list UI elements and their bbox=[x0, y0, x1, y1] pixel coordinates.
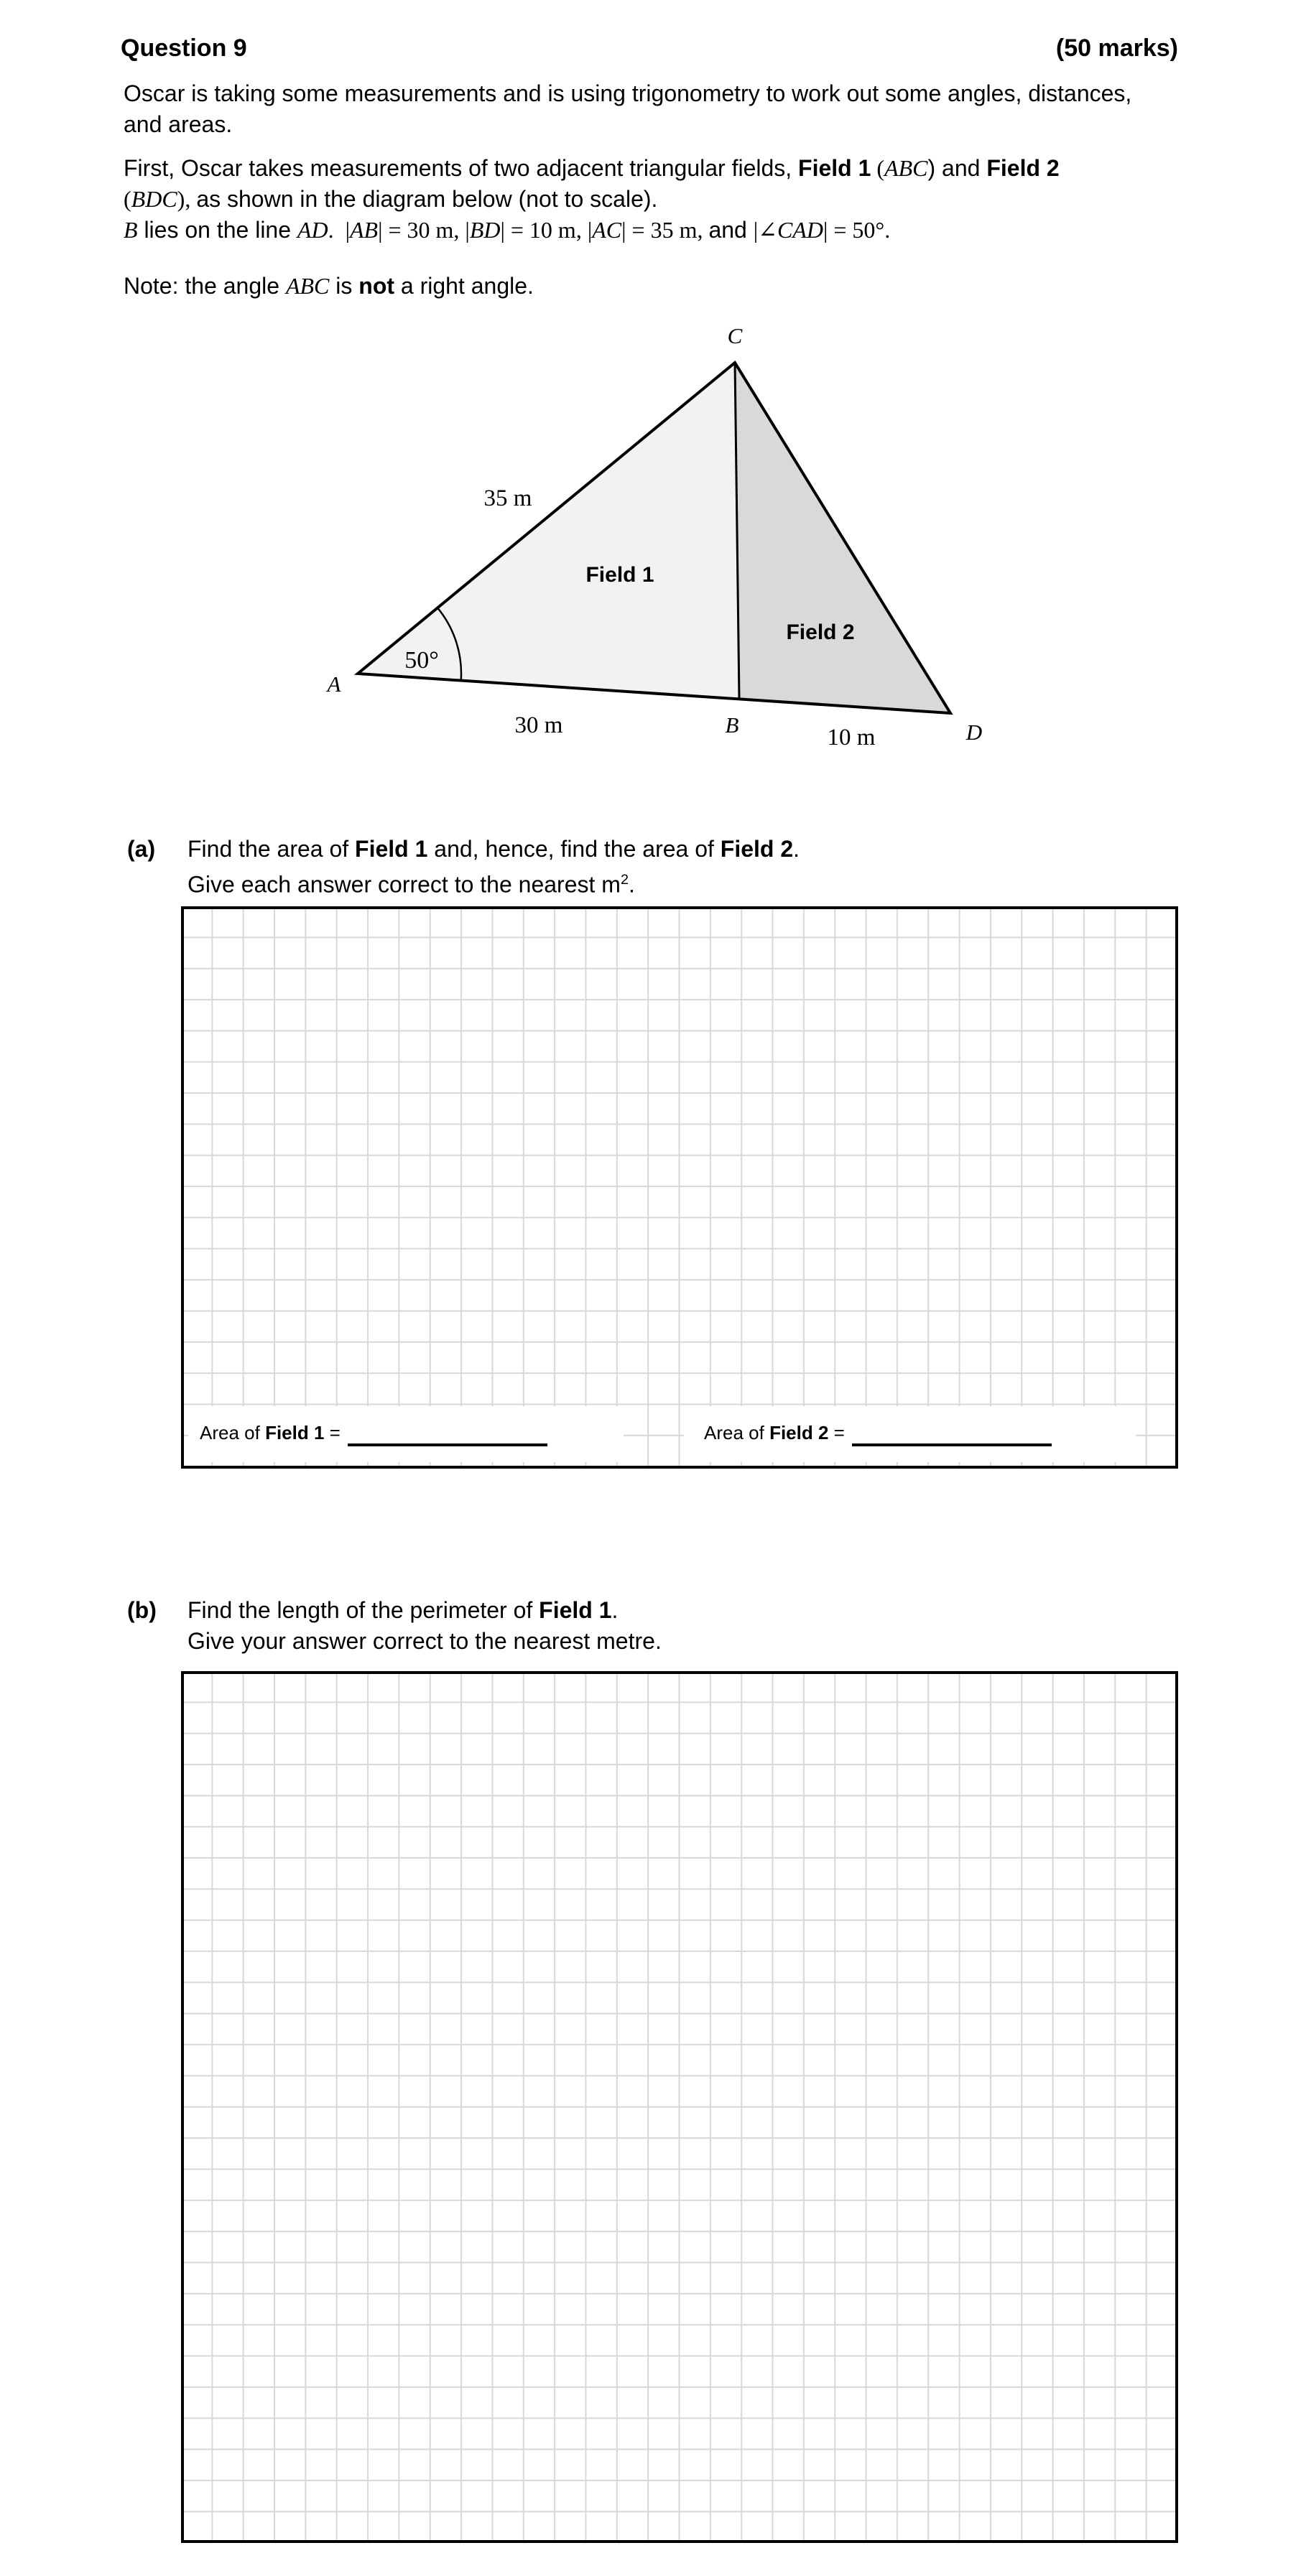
angle-label-cad: 50° bbox=[404, 647, 439, 674]
part-a-line-2: Give each answer correct to the nearest $m^2$. bbox=[187, 871, 635, 898]
vertex-label-a: A bbox=[327, 671, 341, 697]
area-field2-answer-strip bbox=[684, 1406, 1136, 1462]
vertex-label-c: C bbox=[727, 323, 743, 348]
note-line: Note: the angle ABC is not a right angle. bbox=[124, 273, 534, 299]
part-a-label: (a) bbox=[127, 836, 156, 862]
field1-label: Field 1 bbox=[585, 563, 654, 587]
area-field2-answer-label: Area of Field 2 = bbox=[684, 1422, 1052, 1446]
intro-paragraph-2-line-3: B lies on the line AD. |AB| = 30 m, |BD| = 10 m, |AC| = 35 m, and |∠CAD| = 50°. bbox=[124, 217, 891, 243]
part-b-line-1: Find the length of the perimeter of Field 1. bbox=[187, 1597, 619, 1623]
part-b-label: (b) bbox=[127, 1597, 157, 1623]
field2-label: Field 2 bbox=[786, 620, 855, 644]
answer-grid-a[interactable] bbox=[181, 906, 1178, 1469]
area-field2-answer-blank[interactable] bbox=[852, 1422, 1052, 1446]
area-field1-answer-strip bbox=[188, 1406, 624, 1462]
intro-paragraph-2-line-2: (BDC), as shown in the diagram below (not to scale). bbox=[124, 186, 658, 212]
side-length-ac: 35 m bbox=[483, 485, 532, 511]
area-field1-answer-label: Area of Field 1 = bbox=[188, 1422, 547, 1446]
marks-label: (50 marks) bbox=[1055, 34, 1178, 62]
side-length-bd: 10 m bbox=[827, 725, 876, 750]
triangle-fields-diagram bbox=[309, 309, 1013, 768]
question-title: Question 9 bbox=[121, 34, 247, 62]
area-field1-answer-blank[interactable] bbox=[348, 1422, 547, 1446]
vertex-label-d: D bbox=[965, 720, 983, 745]
answer-grid-b[interactable] bbox=[181, 1671, 1178, 2543]
intro-paragraph-1-line-1: Oscar is taking some measurements and is using trigonometry to work out some angles, distances, bbox=[124, 80, 1132, 106]
intro-paragraph-1-line-2: and areas. bbox=[124, 111, 233, 137]
part-b-line-2: Give your answer correct to the nearest metre. bbox=[187, 1628, 662, 1654]
vertex-label-b: B bbox=[725, 712, 739, 738]
side-length-ab: 30 m bbox=[514, 712, 563, 738]
part-a-line-1: Find the area of Field 1 and, hence, find the area of Field 2. bbox=[187, 836, 800, 862]
intro-paragraph-2-line-1: First, Oscar takes measurements of two adjacent triangular fields, Field 1 (ABC) and Field 2 bbox=[124, 155, 1060, 181]
